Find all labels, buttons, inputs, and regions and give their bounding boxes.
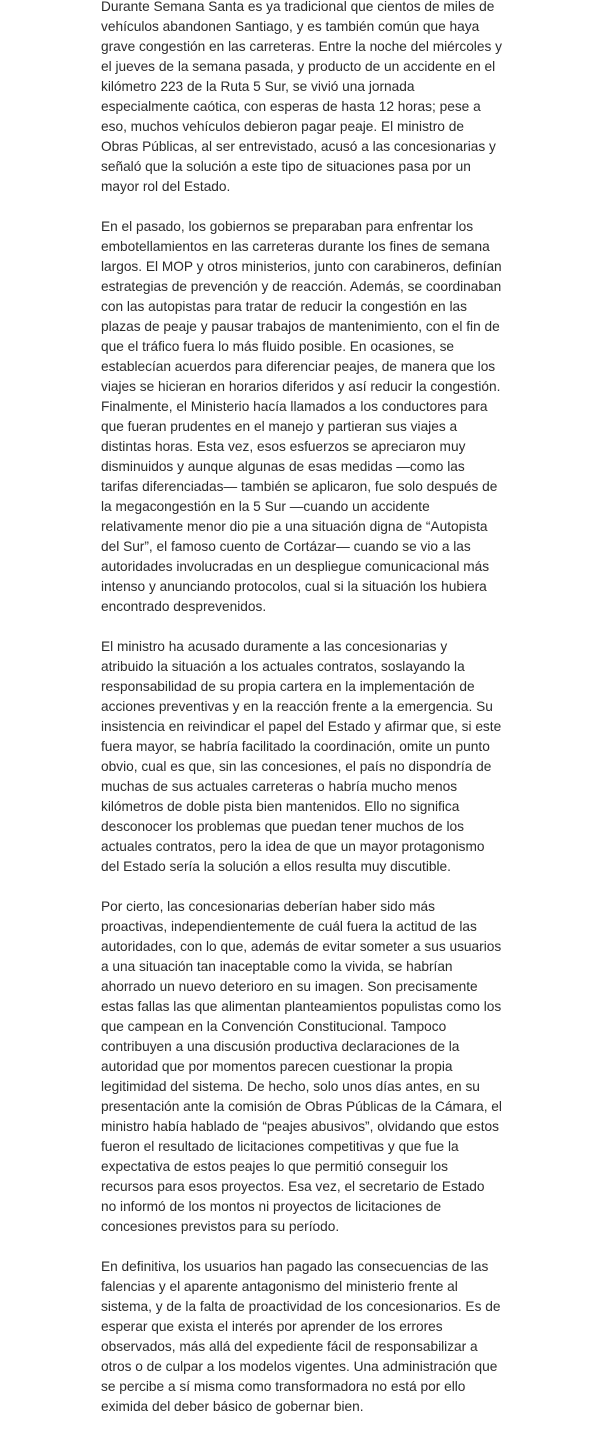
article-paragraph bbox=[101, 1257, 516, 1417]
paragraph-line: desconocer los problemas que puedan tener muchos de los bbox=[101, 819, 464, 834]
paragraph-line: atribuido la situación a los actuales contratos, soslayando la bbox=[101, 659, 465, 674]
paragraph-line: insistencia en reivindicar el papel del Estado y afirmar que, si este bbox=[101, 719, 502, 734]
paragraph-line: otros o de culpar a los modelos vigentes. Una administración que bbox=[101, 1359, 498, 1374]
paragraph-line: fuera mayor, se habría facilitado la coordinación, omite un punto bbox=[101, 739, 490, 754]
paragraph-line: tarifas diferenciadas— también se aplicaron, fue solo después de bbox=[101, 479, 498, 494]
paragraph-line: que el tráfico fuera lo más fluido posible. En ocasiones, se bbox=[101, 339, 455, 354]
paragraph-line: contribuyen a una discusión productiva declaraciones de la bbox=[101, 1039, 460, 1054]
paragraph-line: a una situación tan inaceptable como la vivida, se habrían bbox=[101, 959, 453, 974]
paragraph-line: kilómetros de doble pista bien mantenidos. Ello no significa bbox=[101, 799, 460, 814]
article-paragraph bbox=[101, 637, 516, 877]
paragraph-line: Por cierto, las concesionarias deberían haber sido más bbox=[101, 899, 436, 914]
paragraph-line: autoridad que por momentos parecen cuestionar la propia bbox=[101, 1059, 453, 1074]
paragraph-line: grave congestión en las carreteras. Entre la noche del miércoles y bbox=[101, 39, 502, 54]
paragraph-line: falencias y el aparente antagonismo del ministerio frente al bbox=[101, 1279, 458, 1294]
paragraph-line: viajes se hicieran en horarios diferidos y así reducir la congestión. bbox=[101, 379, 501, 394]
paragraph-line: relativamente menor dio pie a una situación digna de “Autopista bbox=[101, 519, 488, 534]
article-paragraph bbox=[101, 0, 516, 197]
paragraph-line: especialmente caótica, con esperas de hasta 12 horas; pese a bbox=[101, 99, 481, 114]
paragraph-line: obvio, cual es que, sin las concesiones, el país no dispondría de bbox=[101, 759, 492, 774]
paragraph-line: distintas horas. Esta vez, esos esfuerzos se apreciaron muy bbox=[101, 439, 466, 454]
paragraph-line: eso, muchos vehículos debieron pagar peaje. El ministro de bbox=[101, 119, 464, 134]
paragraph-line: se percibe a sí misma como transformadora no está por ello bbox=[101, 1379, 466, 1394]
paragraph-line: ahorrado un nuevo deterioro en su imagen. Son precisamente bbox=[101, 979, 478, 994]
paragraph-line: Obras Públicas, al ser entrevistado, acusó a las concesionarias y bbox=[101, 139, 496, 154]
paragraph-line: con las autopistas para tratar de reducir la congestión en las bbox=[101, 299, 467, 314]
paragraph-line: proactivas, independientemente de cuál fuera la actitud de las bbox=[101, 919, 477, 934]
paragraph-line: no informó de los montos ni proyectos de licitaciones de bbox=[101, 1199, 442, 1214]
paragraph-line: que campean en la Convención Constitucional. Tampoco bbox=[101, 1019, 447, 1034]
paragraph-line: que fueran prudentes en el manejo y partieran sus viajes a bbox=[101, 419, 458, 434]
paragraph-line: legitimidad del sistema. De hecho, solo unos días antes, en su bbox=[101, 1079, 480, 1094]
paragraph-line: fueron el resultado de licitaciones competitivas y que fue la bbox=[101, 1139, 459, 1154]
paragraph-line: la megacongestión en la 5 Sur —cuando un accidente bbox=[101, 499, 430, 514]
paragraph-line: estas fallas las que alimentan planteamientos populistas como los bbox=[101, 999, 502, 1014]
paragraph-line: actuales contratos, pero la idea de que un mayor protagonismo bbox=[101, 839, 485, 854]
article-body bbox=[101, 0, 516, 1437]
paragraph-line: el jueves de la semana pasada, y producto de un accidente en el bbox=[101, 59, 496, 74]
paragraph-line: acciones preventivas y en la reacción frente a la emergencia. Su bbox=[101, 699, 493, 714]
paragraph-line: del Sur”, el famoso cuento de Cortázar— cuando se vio a las bbox=[101, 539, 471, 554]
paragraph-line: largos. El MOP y otros ministerios, junto con carabineros, definían bbox=[101, 259, 502, 274]
paragraph-line: El ministro ha acusado duramente a las concesionarias y bbox=[101, 639, 448, 654]
paragraph-line: autoridades, con lo que, además de evitar someter a sus usuarios bbox=[101, 939, 502, 954]
paragraph-line: establecían acuerdos para diferenciar peajes, de manera que los bbox=[101, 359, 496, 374]
paragraph-line: eximida del deber básico de gobernar bien. bbox=[101, 1399, 364, 1414]
paragraph-line: plazas de peaje y pausar trabajos de mantenimiento, con el fin de bbox=[101, 319, 500, 334]
paragraph-line: sistema, y de la falta de proactividad de los concesionarios. Es de bbox=[101, 1299, 501, 1314]
paragraph-line: esperar que exista el interés por aprender de los errores bbox=[101, 1319, 443, 1334]
paragraph-line: encontrado desprevenidos. bbox=[101, 599, 267, 614]
paragraph-line: responsabilidad de su propia cartera en la implementación de bbox=[101, 679, 475, 694]
paragraph-line: disminuidos y aunque algunas de esas medidas —como las bbox=[101, 459, 465, 474]
paragraph-line: estrategias de prevención y de reacción. Además, se coordinaban bbox=[101, 279, 502, 294]
paragraph-line: concesiones previstos para su período. bbox=[101, 1219, 340, 1234]
paragraph-line: kilómetro 223 de la Ruta 5 Sur, se vivió una jornada bbox=[101, 79, 415, 94]
paragraph-line: En el pasado, los gobiernos se preparaban para enfrentar los bbox=[101, 219, 474, 234]
paragraph-line: intenso y anunciando protocolos, cual si la situación los hubiera bbox=[101, 579, 487, 594]
paragraph-line: del Estado sería la solución a ellos resulta muy discutible. bbox=[101, 859, 451, 874]
paragraph-line: Finalmente, el Ministerio hacía llamados a los conductores para bbox=[101, 399, 488, 414]
paragraph-line: autoridades involucradas en un despliegue comunicacional más bbox=[101, 559, 490, 574]
paragraph-line: ministro había hablado de “peajes abusivos”, olvidando que estos bbox=[101, 1119, 499, 1134]
paragraph-line: expectativa de estos peajes lo que permitió conseguir los bbox=[101, 1159, 448, 1174]
paragraph-line: presentación ante la comisión de Obras Públicas de la Cámara, el bbox=[101, 1099, 502, 1114]
article-paragraph bbox=[101, 897, 516, 1237]
paragraph-line: En definitiva, los usuarios han pagado las consecuencias de las bbox=[101, 1259, 489, 1274]
paragraph-line: recursos para esos proyectos. Esa vez, el secretario de Estado bbox=[101, 1179, 485, 1194]
paragraph-line: mayor rol del Estado. bbox=[101, 179, 231, 194]
article-paragraph bbox=[101, 217, 516, 617]
paragraph-line: observados, más allá del expediente fácil de responsabilizar a bbox=[101, 1339, 478, 1354]
paragraph-line: muchas de sus actuales carreteras o habría mucho menos bbox=[101, 779, 458, 794]
paragraph-line: señaló que la solución a este tipo de situaciones pasa por un bbox=[101, 159, 471, 174]
paragraph-line: embotellamientos en las carreteras durante los fines de semana bbox=[101, 239, 490, 254]
paragraph-line: Durante Semana Santa es ya tradicional que cientos de miles de bbox=[101, 0, 495, 14]
paragraph-line: vehículos abandonen Santiago, y es también común que haya bbox=[101, 19, 480, 34]
